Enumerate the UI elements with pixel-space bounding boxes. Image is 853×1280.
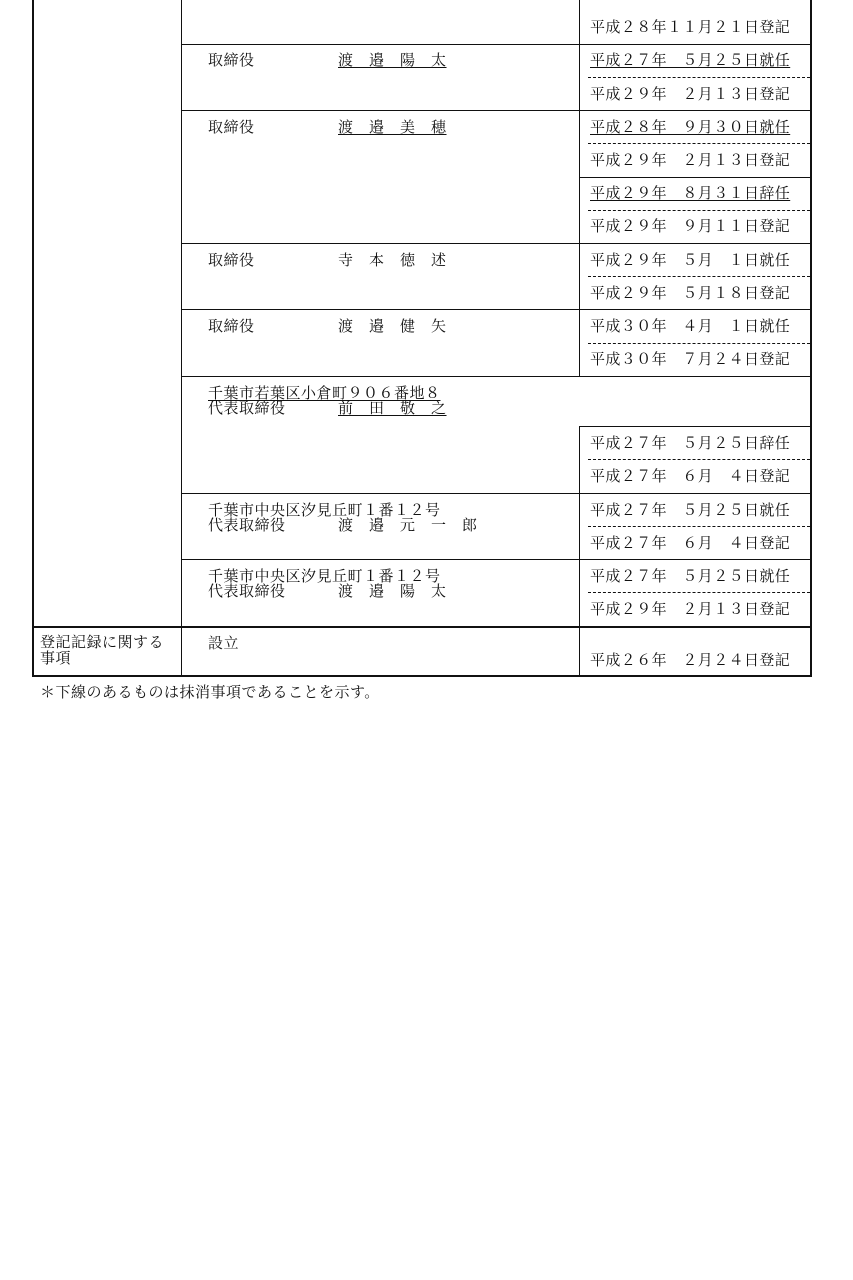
- officer-name: 寺 本 徳 述: [338, 251, 447, 269]
- officer-name: 渡 邉 美 穂: [338, 118, 447, 136]
- table-bottom-border: [32, 675, 812, 677]
- officer-role: 取締役: [208, 317, 255, 335]
- date-entry: 平成２８年１１月２１日登記: [590, 18, 791, 36]
- officer-address: 千葉市中央区汐見丘町１番１２号: [208, 567, 441, 585]
- date-dash-separator: [588, 77, 810, 78]
- date-entry: 平成２７年 ５月２５日就任: [590, 567, 791, 585]
- officer-address: 千葉市若葉区小倉町９０６番地８: [208, 384, 441, 402]
- date-column-divider: [579, 628, 580, 676]
- date-entry: 平成２９年 ２月１３日登記: [590, 85, 791, 103]
- date-entry: 平成２９年 ９月１１日登記: [590, 217, 791, 235]
- table-left-border: [32, 0, 34, 677]
- row-separator: [181, 559, 811, 560]
- date-entry: 平成２９年 ２月１３日登記: [590, 151, 791, 169]
- record-date: 平成２６年 ２月２４日登記: [590, 651, 791, 669]
- record-heading: 事項: [40, 649, 72, 667]
- row-separator: [579, 426, 811, 427]
- date-entry: 平成３０年 ７月２４日登記: [590, 350, 791, 368]
- date-entry: 平成２９年 ８月３１日辞任: [590, 184, 791, 202]
- date-column-divider: [579, 426, 580, 626]
- officer-role: 代表取締役: [208, 399, 286, 417]
- table-right-border: [810, 0, 812, 677]
- row-separator: [181, 376, 811, 377]
- officer-role: 代表取締役: [208, 582, 286, 600]
- date-entry: 平成２９年 ２月１３日登記: [590, 600, 791, 618]
- date-dash-separator: [588, 143, 810, 144]
- date-entry: 平成２７年 ５月２５日就任: [590, 51, 791, 69]
- officer-role: 取締役: [208, 118, 255, 136]
- date-entry: 平成２７年 ６月 ４日登記: [590, 534, 791, 552]
- row-separator: [181, 44, 811, 45]
- date-pair-separator: [579, 177, 811, 178]
- officer-role: 代表取締役: [208, 516, 286, 534]
- date-dash-separator: [588, 343, 810, 344]
- row-separator: [181, 493, 811, 494]
- date-dash-separator: [588, 210, 810, 211]
- date-entry: 平成２７年 ５月２５日辞任: [590, 434, 791, 452]
- date-column-divider: [579, 0, 580, 377]
- officer-name: 前 田 敬 之: [338, 399, 447, 417]
- section-divider: [32, 626, 812, 628]
- row-separator: [181, 110, 811, 111]
- officer-address: 千葉市中央区汐見丘町１番１２号: [208, 501, 441, 519]
- date-entry: 平成２７年 ５月２５日就任: [590, 501, 791, 519]
- date-dash-separator: [588, 526, 810, 527]
- date-dash-separator: [588, 459, 810, 460]
- record-content: 設立: [208, 634, 240, 652]
- officer-name: 渡 邉 陽 太: [338, 582, 447, 600]
- record-heading: 登記記録に関する: [40, 633, 165, 651]
- row-separator: [181, 243, 811, 244]
- date-entry: 平成２９年 ５月 １日就任: [590, 251, 791, 269]
- date-entry: 平成２７年 ６月 ４日登記: [590, 467, 791, 485]
- officer-role: 取締役: [208, 251, 255, 269]
- officer-role: 取締役: [208, 51, 255, 69]
- officer-name: 渡 邉 健 矢: [338, 317, 447, 335]
- footnote: ＊下線のあるものは抹消事項であることを示す。: [40, 683, 380, 701]
- date-dash-separator: [588, 276, 810, 277]
- date-dash-separator: [588, 592, 810, 593]
- column-divider: [181, 0, 182, 677]
- date-entry: 平成２９年 ５月１８日登記: [590, 284, 791, 302]
- officer-name: 渡 邉 陽 太: [338, 51, 447, 69]
- date-entry: 平成２８年 ９月３０日就任: [590, 118, 791, 136]
- row-separator: [181, 309, 811, 310]
- officer-name: 渡 邉 元 一 郎: [338, 516, 478, 534]
- date-entry: 平成３０年 ４月 １日就任: [590, 317, 791, 335]
